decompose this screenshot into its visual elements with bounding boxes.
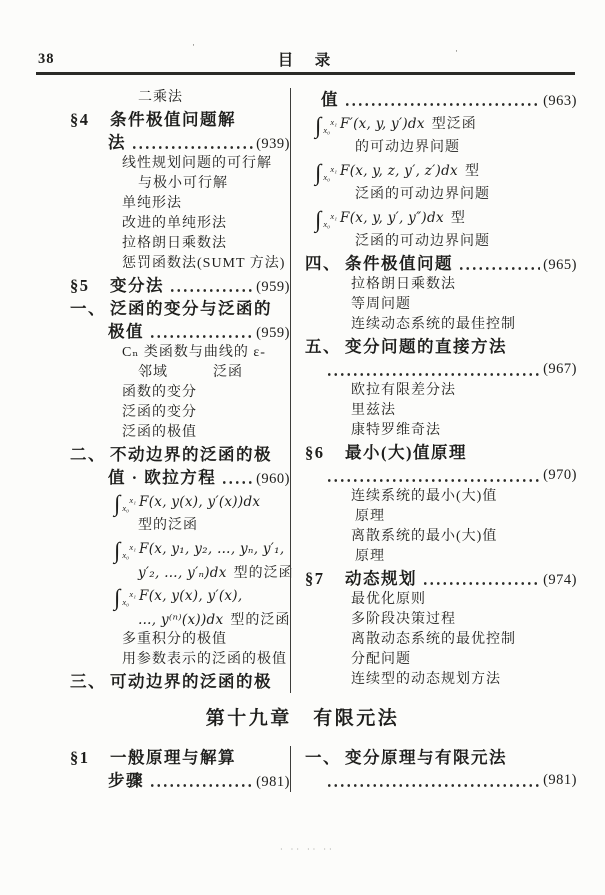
entry-text: 最小(大)值原理 [345,443,467,462]
toc-entry [38,234,290,254]
toc-left-column [38,88,294,693]
entry-text: 康特罗维奇法 [351,423,441,438]
entry-text: 线性规划问题的可行解 [122,156,272,171]
integral-upper-bound: x₁ [330,210,338,221]
entry-text: 惩罚函数法(SUMT 方法) [122,256,286,271]
toc-entry [38,423,290,443]
toc-entry [38,320,290,343]
integral-upper-bound: x₁ [330,116,338,127]
toc-columns [38,75,577,693]
entry-text: 原理 [355,509,385,524]
toc-entry [38,536,290,563]
toc-entry [38,297,290,320]
toc-entry [38,174,290,194]
toc-entry [291,111,577,138]
dot-leader [458,265,540,272]
integral-lower-bound: x₀ [323,124,331,135]
entry-text: 分配问题 [351,652,411,667]
entry-text: 拉格朗日乘数法 [122,236,227,251]
entry-text: 法 [108,133,126,152]
entry-text: 欧拉有限差分法 [351,383,456,398]
page-header-title: 目 录 [277,52,334,69]
integral-lower-bound: x₀ [323,218,331,229]
scan-artifact-dots: · ·· ·· ·· [280,845,335,854]
entry-text: 变分问题的直接方法 [345,337,507,356]
toc-entry [291,610,577,630]
toc-entry [291,650,577,670]
integral-lower-bound: x₀ [122,596,130,607]
toc-entry [38,194,290,214]
toc-entry [38,466,290,489]
entry-number: §6 [305,443,325,462]
entry-text: 改进的单纯形法 [122,216,227,231]
toc-entry [38,343,290,363]
entry-formula: y′₂, …, y′ₙ)dx [138,565,227,581]
dot-leader [326,782,540,789]
page-header [36,0,575,75]
integral-upper-bound: x₁ [129,494,137,505]
toc-entry [38,274,290,297]
dot-leader [344,101,540,108]
toc-entry [291,252,577,275]
entry-text: 泛函的可动边界问题 [355,187,490,202]
toc-entry [291,464,577,487]
toc-entry [38,489,290,516]
toc-entry [291,547,577,567]
entry-text: 值 · 欧拉方程 [108,468,217,487]
entry-text: 等周问题 [351,297,411,312]
scan-speck: · [192,40,195,50]
dot-leader [169,287,253,294]
entry-text: 型的泛函 [230,613,291,628]
entry-text: Cₙ 类函数与曲线的 ε- [122,345,266,360]
entry-text: 与极小可行解 [138,176,228,191]
toc-entry [291,769,577,792]
integral-bounds [323,212,337,228]
entry-text: 型 [464,164,480,179]
toc-entry [291,590,577,610]
integral-bounds [323,118,337,134]
integral-lower-bound: x₀ [122,502,130,513]
entry-text: 动态规划 [345,569,417,588]
toc-entry [291,232,577,252]
entry-text: 用参数表示的泛函的极值 [122,652,287,667]
entry-page-number: (959) [256,279,290,295]
entry-page-number: (965) [543,257,577,273]
toc-entry [291,158,577,185]
toc-entry [38,254,290,274]
integral-bounds [122,543,136,559]
entry-text: 里兹法 [351,403,396,418]
toc-entry [291,295,577,315]
toc-entry [38,563,294,583]
entry-text: 多重积分的极值 [122,632,227,647]
toc-entry [291,335,577,358]
entry-page-number: (939) [256,136,290,152]
toc-entry [291,527,577,547]
toc-entry [291,205,577,232]
page-number: 38 [38,51,55,67]
entry-text: 的可动边界问题 [355,140,460,155]
entry-number: §5 [70,276,90,295]
entry-text: 连续型的动态规划方法 [351,672,501,687]
entry-text: 泛函的变分与泛函的 [110,299,272,318]
toc-entry [38,610,290,630]
toc-entry [38,403,290,423]
entry-text: 变分原理与有限元法 [345,748,507,767]
toc-entry [38,154,290,174]
toc-entry [291,401,577,421]
toc-entry [38,650,290,670]
entry-text: 型的泛函 [138,518,198,533]
entry-text: 泛函的极值 [122,425,197,440]
entry-text: 拉格朗日乘数法 [351,277,456,292]
toc-entry [291,670,577,690]
toc-entry [38,363,290,383]
entry-formula: F(x, y(x), y′(x), [139,588,243,604]
entry-number: 一、 [305,748,341,767]
entry-text: 泛函的变分 [122,405,197,420]
toc-entry [38,583,290,610]
entry-page-number: (963) [543,93,577,109]
entry-page-number: (959) [256,325,290,341]
toc-entry [291,421,577,441]
integral-sign: ∫ [315,160,323,185]
entry-text: 值 [321,90,339,109]
toc-entry [291,138,577,158]
toc-entry [291,358,577,381]
integral-sign: ∫ [114,585,122,610]
entry-text: 原理 [355,549,385,564]
entry-number: 五、 [305,337,341,356]
integral-upper-bound: x₁ [129,588,137,599]
integral-sign: ∫ [315,207,323,232]
entry-text: 最优化原则 [351,592,426,607]
entry-page-number: (967) [543,361,577,377]
toc-entry [291,185,577,205]
toc-entry [291,275,577,295]
entry-page-number: (981) [543,772,577,788]
toc-entry [38,630,290,650]
entry-text: 离散动态系统的最优控制 [351,632,516,647]
entry-formula: F(x, y(x), y′(x))dx [139,494,261,510]
dot-leader [131,144,253,151]
toc-entry [38,88,290,108]
entry-text: 极值 [108,322,144,341]
entry-number: §1 [70,748,90,767]
dot-leader [149,333,253,340]
toc-entry [38,214,290,234]
chapter-right-column [290,746,577,792]
integral-sign: ∫ [315,113,323,138]
entry-formula: …, y⁽ⁿ⁾(x))dx [138,612,224,628]
toc-entry [38,746,290,769]
entry-text: 邻域 泛函 [138,365,243,380]
toc-entry [291,381,577,401]
toc-entry [38,108,290,131]
entry-number: §4 [70,110,90,129]
toc-entry [291,507,577,527]
entry-page-number: (970) [543,467,577,483]
chapter-heading: 第十九章 有限元法 [205,708,400,729]
integral-bounds [122,496,136,512]
entry-formula: F(x, y₁, y₂, …, yₙ, y′₁, [139,541,285,557]
entry-text: 离散系统的最小(大)值 [351,529,498,544]
dot-leader [221,479,253,486]
entry-page-number: (974) [543,572,577,588]
entry-text: 型的泛函 [233,566,294,581]
toc-entry [291,487,577,507]
integral-bounds [323,165,337,181]
entry-page-number: (960) [256,471,290,487]
entry-formula: F(x, y, y′, y″)dx [340,210,444,226]
entry-page-number: (981) [256,774,290,790]
dot-leader [149,782,253,789]
entry-text: 可动边界的泛函的极 [110,672,272,691]
toc-entry [38,131,290,154]
entry-number: §7 [305,569,325,588]
entry-text: 条件极值问题解 [110,110,236,129]
toc-entry [38,516,290,536]
entry-text: 连续动态系统的最佳控制 [351,317,516,332]
integral-lower-bound: x₀ [122,549,130,560]
entry-text: 型 [450,211,466,226]
entry-text: 型泛函 [431,117,477,132]
entry-text: 多阶段决策过程 [351,612,456,627]
toc-entry [291,88,577,111]
entry-text: 泛函的可动边界问题 [355,234,490,249]
toc-entry [291,441,577,464]
entry-text: 连续系统的最小(大)值 [351,489,498,504]
integral-lower-bound: x₀ [323,171,331,182]
toc-entry [291,746,577,769]
entry-text: 一般原理与解算 [110,748,236,767]
entry-text: 步骤 [108,771,144,790]
entry-text: 二乘法 [138,90,183,105]
entry-text: 变分法 [110,276,164,295]
entry-text: 不动边界的泛函的极 [110,445,272,464]
entry-number: 三、 [70,672,106,691]
toc-entry [291,567,577,590]
chapter-left-column [38,746,290,792]
toc-right-column [290,88,577,693]
integral-upper-bound: x₁ [129,541,137,552]
integral-sign: ∫ [114,491,122,516]
dot-leader [326,477,540,484]
integral-bounds [122,590,136,606]
toc-entry [38,443,290,466]
entry-number: 二、 [70,445,106,464]
toc-entry [38,670,290,693]
dot-leader [326,371,540,378]
entry-formula: F(x, y, z, y′, z′)dx [340,163,458,179]
entry-text: 函数的变分 [122,385,197,400]
toc-entry [38,383,290,403]
toc-entry [291,630,577,650]
entry-text: 条件极值问题 [345,254,453,273]
integral-upper-bound: x₁ [330,163,338,174]
chapter-columns [38,738,577,792]
entry-formula: F′(x, y, y′)dx [340,116,425,132]
integral-sign: ∫ [114,538,122,563]
entry-number: 一、 [70,299,106,318]
entry-text: 单纯形法 [122,196,182,211]
toc-entry [38,769,290,792]
dot-leader [422,580,540,587]
entry-number: 四、 [305,254,341,273]
scan-speck: · [455,46,458,56]
toc-entry [291,315,577,335]
